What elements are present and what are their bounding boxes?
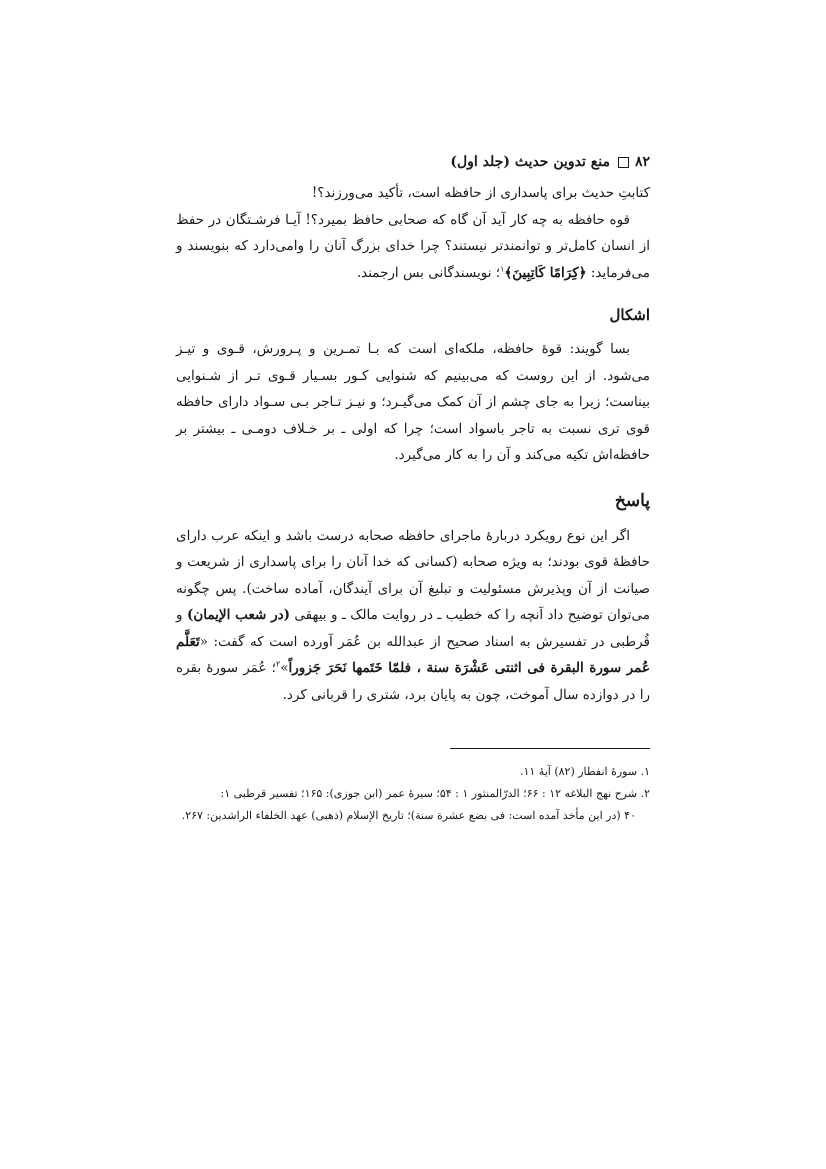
square-icon	[618, 157, 629, 168]
footnote-ref-2: ۲	[275, 659, 281, 669]
footnote-2-line-2: ۴۰ (در این مأخذ آمده است: فی بضع عشرة سنة)؛ تاریخ الإسلام (ذهبی) عهد الخلفاء الراشدین: ۲۶۷.	[181, 809, 636, 822]
intro-text-after: ؛ نویسندگانی بس ارجمند.	[356, 264, 501, 281]
objection-paragraph: بسا گویند: قوهٔ حافظه، ملکه‌ای است که بـا تمـرین و پـرورش، قـوی و تیـز می‌شود. از این روست که می‌بینیم که شنوایی کـور بسـیار قـوی تـر از شـنوایی بیناست؛ زیرا به جای چشم از آن کمک می‌گیـرد؛ و نیـز تـاجر بـی سـواد دارای حافظه قوی تری نسبت به تاجر باسواد است؛ چرا که اولی ـ بر خـلاف دومـی ـ بیشتر بر حافظه‌اش تکیه می‌کند و آن را به کار می‌گیرد.	[176, 341, 650, 463]
book-page	[176, 150, 650, 827]
page-number: ۸۲	[634, 154, 650, 170]
footnote-2	[176, 783, 650, 827]
footnote-divider	[450, 748, 650, 749]
answer-text-d: ؛ عُمَر سورهٔ بقره را در دوازده سال آموخت، چون به پایان برد، شتری را قربانی کرد.	[176, 660, 650, 703]
quran-quote: ﴿کِرَامًا كَاتِبِينَ﴾	[504, 264, 587, 281]
footnote-ref-1: ۱	[500, 264, 505, 273]
answer-paragraph	[176, 523, 650, 709]
intro-line: کتابتِ حدیث برای پاسداری از حافظه است، تأکید می‌ورزند؟!	[311, 185, 650, 201]
arabic-quote: تَعَلَّم عُمر سورة البقرة فى اثنتى عَشْرَة سنة ، فلمّا خَتَمها نَحَرَ جَزوراً	[176, 633, 650, 676]
section-heading-objection: اشکال	[609, 306, 650, 324]
section-heading-answer: پاسخ	[614, 490, 650, 511]
footnote-2-line-1: ۲. شرح نهج البلاغه ۱۲ : ۶۶؛ الدرّالمنثور ۱ : ۵۴؛ سیرهٔ عمر (ابن جوزی): ۱۶۵؛ تفسیر قرطبی ۱:	[220, 787, 650, 800]
answer-text-a: اگر این نوع رویکرد دربارهٔ ماجرای حافظه صحابه درست باشد و اینکه عرب دارای حافظهٔ قوی بودند؛ به ویژه صحابه (کسانی که خدا آنان را برای پاسداری از شریعت و صیانت از آن وپذیرش مسئولیت و تبلیغ آن برای آیندگان، آماده ساخت). پس چگونه می‌توان توضیح داد آنچه را که خطیب ـ در روایت مالک ـ و بیهقی	[176, 527, 650, 623]
intro-text-before: قوه حافظه به چه کار آید آن گاه که صحابی حافظ بمیرد؟! آیـا فرشـتگان در حفظ از انسان کامل‌تر و توانمندتر نیستند؟ چرا خدای بزرگ آنان را وامی‌دارد که بنویسند و می‌فرماید:	[176, 211, 650, 281]
answer-text-b: و قُرطبی در تفسیرش به اسناد صحیح از عبدالله بن عُمَر آورده است که گفت: «	[176, 607, 650, 650]
source-name: (در شعب الإيمان)	[186, 607, 291, 623]
answer-text-c: »	[280, 660, 289, 676]
running-header	[176, 150, 650, 174]
intro-paragraph	[176, 207, 650, 287]
footnote-1: ۱. سورهٔ انفطار (۸۲) آیهٔ ۱۱.	[519, 765, 650, 778]
running-title: منع تدوین حدیث (جلد اول)	[450, 154, 610, 170]
